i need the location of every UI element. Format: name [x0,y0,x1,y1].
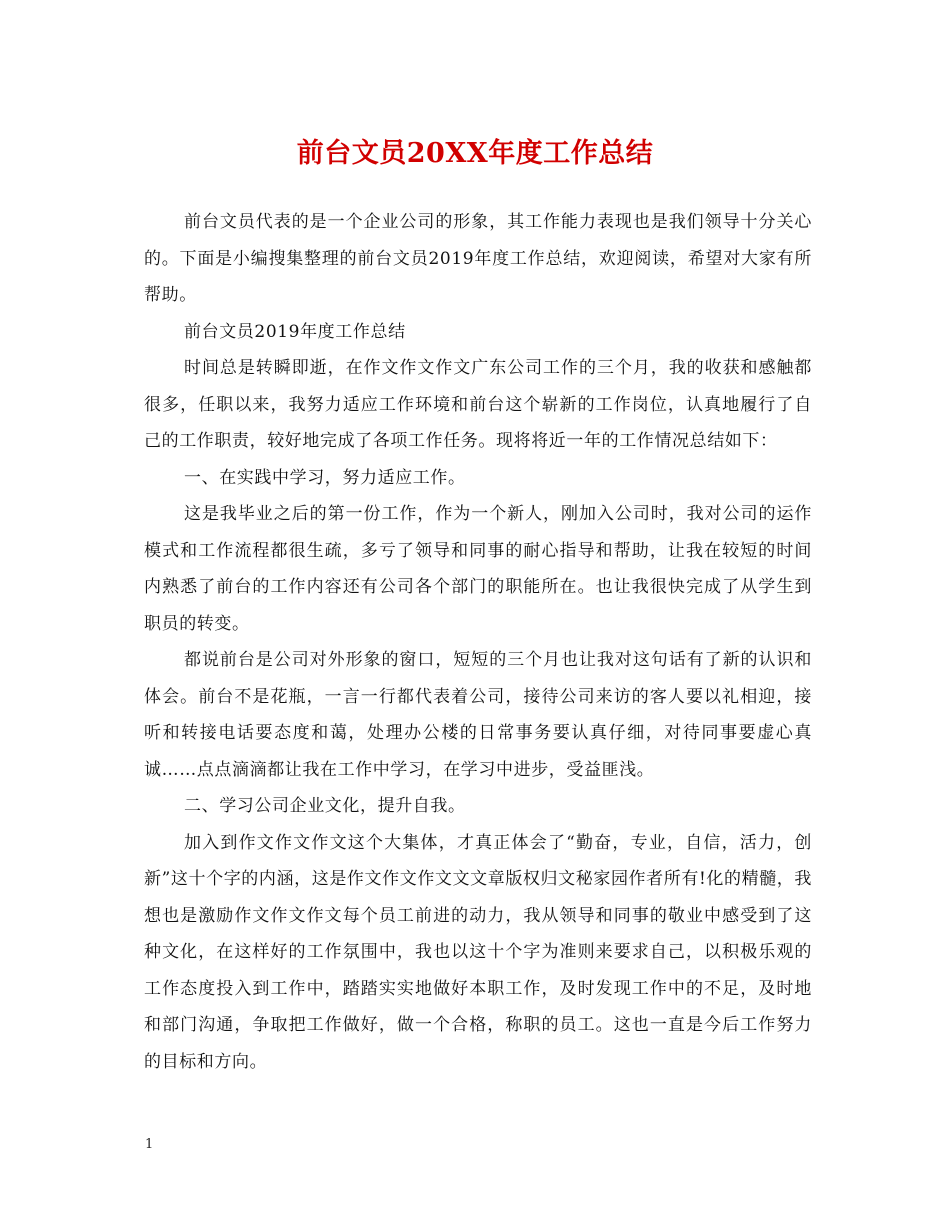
section-heading-1: 一、在实践中学习，努力适应工作。 [184,467,466,488]
paragraph-overview: 时间总是转瞬即逝，在作文作文作文广东公司工作的三个月，我的收获和感触都很多，任职以来，我努力适应工作环境和前台这个崭新的工作岗位，认真地履行了自己的工作职责，较好地完成了各项工作任务。现将将近一年的工作情况总结如下： [144,358,812,451]
section-heading-2: 二、学习公司企业文化，提升自我。 [184,796,466,816]
paragraph-culture: 加入到作文作文作文这个大集体，才真正体会了“勤奋，专业，自信，活力，创新”这十个字的内涵，这是作文作文作文文文章版权归文秘家园作者所有!化的精髓，我想也是激励作文作文作文每个员工前进的动力，我从领导和同事的敬业中感受到了这种文化，在这样好的工作氛围中，我也以这十个字为准则来要求自己，以积极乐观的工作态度投入到工作中，踏踏实实地做好本职工作，及时发现工作中的不足，及时地和部门沟通，争取把工作做好，做一个合格，称职的员工。这也一直是今后工作努力的目标和方向。 [144,832,812,1072]
page-number: 1 [145,1137,154,1152]
paragraph-intro: 前台文员代表的是一个企业公司的形象，其工作能力表现也是我们领导十分关心的。下面是小编搜集整理的前台文员2019年度工作总结，欢迎阅读，希望对大家有所帮助。 [144,212,812,305]
paragraph-subtitle: 前台文员2019年度工作总结 [184,321,406,342]
document-body [144,204,812,1080]
document-title: 前台文员20XX年度工作总结 [296,138,654,169]
paragraph-front-desk: 都说前台是公司对外形象的窗口，短短的三个月也让我对这句话有了新的认识和体会。前台不是花瓶，一言一行都代表着公司，接待公司来访的客人要以礼相迎，接听和转接电话要态度和蔼，处理办公楼的日常事务要认真仔细，对待同事要虚心真诚……点点滴滴都让我在工作中学习，在学习中进步，受益匪浅。 [144,650,812,780]
paragraph-first-job: 这是我毕业之后的第一份工作，作为一个新人，刚加入公司时，我对公司的运作模式和工作流程都很生疏，多亏了领导和同事的耐心指导和帮助，让我在较短的时间内熟悉了前台的工作内容还有公司各个部门的职能所在。也让我很快完成了从学生到职员的转变。 [144,504,812,634]
